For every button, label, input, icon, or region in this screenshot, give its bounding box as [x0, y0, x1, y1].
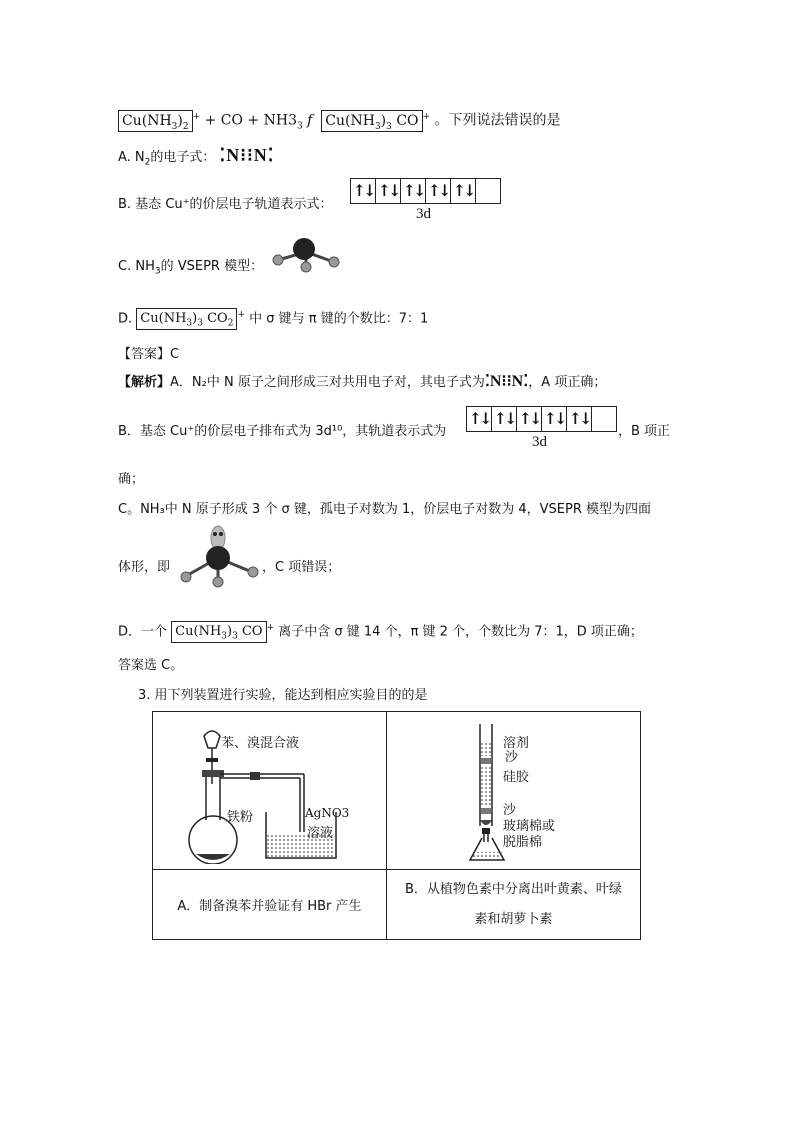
analysis-d1: D．一个 — [118, 624, 168, 640]
n2-lewis-structure: ⁚N⁝⁝N⁚ — [219, 145, 275, 165]
analysis-final: 答案选 C。 — [118, 658, 184, 673]
orbital-box: ↑↓ — [542, 407, 567, 431]
q3-caption-b-line2: 素和胡萝卜素 — [474, 911, 553, 927]
analysis-c: C。NH₃中 N 原子形成 3 个 σ 键，孤电子对数为 1，价层电子对数为 4，VSEPR 模型为四面 — [118, 502, 651, 517]
q3-figure-b-cell — [386, 712, 640, 870]
orbital-diagram-b — [350, 178, 501, 204]
q3-figure-a-cell — [153, 712, 387, 870]
q3-title: 3. 用下列装置进行实验，能达到相应实验目的的是 — [138, 688, 428, 703]
analysis-a-end: ，A 项正确； — [528, 375, 607, 390]
option-d-ion: $Cu(NH_3)_3$ $CO_2$ — [136, 308, 237, 330]
option-a-label: A. N — [118, 150, 145, 165]
question-stem: 。下列说法错误的是 — [434, 112, 561, 129]
analysis-a-text: A．N₂中 N 原子之间形成三对共用电子对，其电子式为 — [170, 375, 485, 390]
option-b — [118, 193, 333, 212]
label-iron-powder: 铁粉 — [227, 810, 254, 825]
orbital-box: ↑↓ — [426, 179, 451, 203]
orbital-diagram-analysis — [466, 406, 617, 432]
q3-caption-a: A．制备溴苯并验证有 HBr 产生 — [153, 870, 387, 940]
analysis-d: D．一个 $Cu(NH_3)_3$ CO + 离子中含 σ 键 14 个，π 键 2 个，个数比为 7：1，D 项正确； — [118, 623, 643, 642]
label-solvent: 溶剂 — [502, 736, 529, 751]
analysis-b — [118, 420, 446, 439]
orbital-box: ↑↓ — [451, 179, 476, 203]
analysis-b-text: B．基态 Cu⁺的价层电子排布式为 3d¹⁰，其轨道表示式为 — [118, 424, 447, 439]
option-d-label: D. — [118, 311, 133, 327]
reactant-complex: $Cu(NH_3)_2$ — [118, 110, 193, 132]
label-sand-top: 沙 — [504, 750, 518, 765]
q3-table — [152, 711, 641, 940]
plus-terms: + CO + NH3 — [204, 112, 297, 129]
analysis-label: 【解析】 — [118, 375, 171, 390]
nh3-tetrahedral-model — [174, 524, 264, 588]
option-a-text: 的电子式： — [150, 150, 216, 165]
n2-lewis-structure-2: ⁚N⁝⁝N⁚ — [484, 373, 529, 390]
label-solution: 溶液 — [307, 826, 334, 841]
q3-caption-b-line1: B．从植物色素中分离出叶黄素、叶绿 — [404, 881, 622, 897]
equilibrium-arrow: f — [307, 112, 313, 129]
option-c: C. $NH_3$的 VSEPR 模型： — [118, 259, 264, 277]
analysis-c-cont1: 体形，即 — [118, 560, 171, 575]
orbital-box — [476, 179, 500, 203]
analysis-d2: 离子中含 σ 键 14 个，π 键 2 个，个数比为 7：1，D 项正确； — [278, 624, 643, 640]
label-cotton: 脱脂棉 — [502, 835, 542, 850]
label-benzene-bromine: 苯、溴混合液 — [221, 736, 300, 751]
analysis-b-end: ，B 项正 — [618, 424, 671, 439]
product-complex: $Cu(NH_3)_3$ CO — [321, 110, 422, 132]
option-a: A. $N_2$的电子式： ⁚N⁝⁝N⁚ — [118, 145, 275, 168]
analysis-b-cont: 确； — [118, 472, 145, 487]
option-d-text: 中 σ 键与 π 键的个数比：7：1 — [249, 311, 429, 327]
nh3-ball-stick-model — [266, 236, 346, 276]
orbital-box: ↑↓ — [376, 179, 401, 203]
orbital-boxes-analysis — [466, 406, 617, 432]
orbital-box: ↑↓ — [492, 407, 517, 431]
orbital-box — [592, 407, 616, 431]
analysis-d-ion: $Cu(NH_3)_3$ CO — [171, 621, 266, 643]
label-sand-bottom: 沙 — [502, 803, 516, 818]
option-b-text: B. 基态 Cu⁺的价层电子轨道表示式： — [118, 197, 333, 212]
option-d: D. $Cu(NH_3)_3$ $CO_2^+$ 中 σ 键与 π 键的个数比：7：1 — [118, 310, 429, 329]
orbital-box: ↑↓ — [467, 407, 492, 431]
orbital-label-analysis: 3d — [532, 434, 547, 450]
q3-caption-b — [386, 870, 640, 940]
orbital-label-b: 3d — [416, 206, 431, 222]
intro-equation: $Cu(NH_3)_2^+$ + CO + $NH3_3$ f $Cu(NH_3)_3$ CO + 。下列说法错误的是 — [118, 106, 561, 132]
label-agno3: AgNO3 — [305, 806, 350, 820]
orbital-box: ↑↓ — [351, 179, 376, 203]
analysis-c-cont2: ，C 项错误； — [262, 560, 341, 575]
reactant-charge: + — [192, 112, 201, 122]
orbital-box: ↑↓ — [567, 407, 592, 431]
orbital-box: ↑↓ — [517, 407, 542, 431]
answer-label: 【答案】C — [118, 347, 180, 362]
analysis-a — [118, 372, 606, 393]
product-charge: + — [422, 112, 431, 122]
option-c-text: 的 VSEPR 模型： — [160, 259, 264, 274]
label-glass-wool: 玻璃棉或 — [502, 819, 555, 834]
option-c-label: C. NH — [118, 259, 155, 274]
label-silica-gel: 硅胶 — [502, 770, 529, 785]
orbital-boxes — [350, 178, 501, 204]
orbital-box: ↑↓ — [401, 179, 426, 203]
